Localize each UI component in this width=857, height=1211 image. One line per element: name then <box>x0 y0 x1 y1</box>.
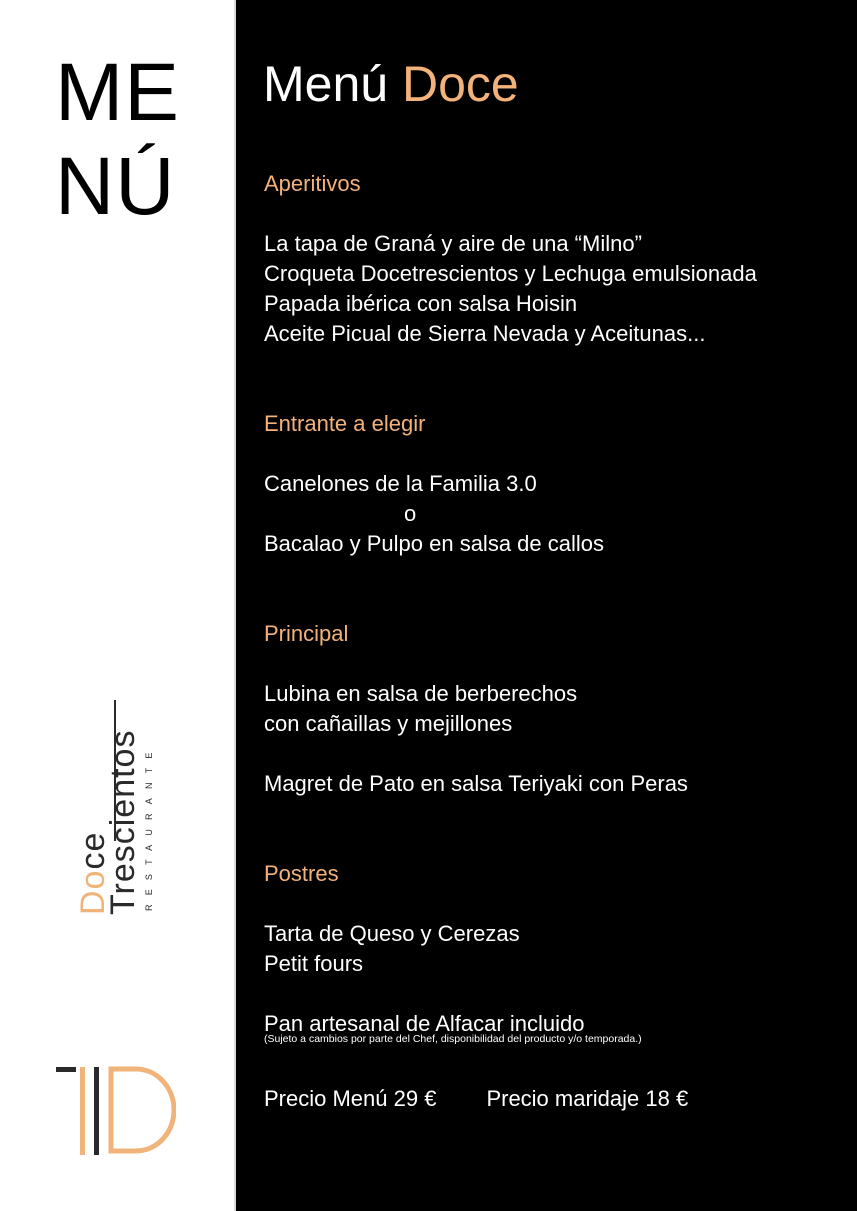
menu-item: Aceite Picual de Sierra Nevada y Aceitunas... <box>264 321 706 346</box>
logo-trescientos: Trescientos <box>104 729 142 915</box>
section-heading: Postres <box>264 861 339 886</box>
menu-item: Petit fours <box>264 951 364 976</box>
logo-restaurante: RESTAURANTE <box>144 743 154 911</box>
section-aperitivos <box>264 169 857 349</box>
logo-doce-rest: ce <box>74 831 112 870</box>
side-title-line2: NÚ <box>55 141 176 232</box>
price-row <box>264 1084 688 1114</box>
logo-doce-accent: Do <box>74 869 112 915</box>
section-entrante <box>264 409 857 559</box>
section-heading: Aperitivos <box>264 171 361 196</box>
menu-panel <box>234 0 857 1211</box>
menu-item: La tapa de Graná y aire de una “Milno” <box>264 231 642 256</box>
side-title-line1: ME <box>55 47 180 138</box>
bread-line: Pan artesanal de Alfacar incluido <box>264 1011 585 1036</box>
menu-item: Magret de Pato en salsa Teriyaki con Peras <box>264 771 688 796</box>
td-logo-mark <box>56 1064 176 1156</box>
menu-item: Tarta de Queso y Cerezas <box>264 921 520 946</box>
section-postres <box>264 859 857 1045</box>
side-title <box>55 46 180 234</box>
menu-item: Lubina en salsa de berberechos <box>264 681 578 706</box>
section-principal <box>264 619 857 799</box>
menu-item: Papada ibérica con salsa Hoisin <box>264 291 578 316</box>
section-heading: Entrante a elegir <box>264 411 426 436</box>
menu-title-accent: Doce <box>401 56 519 112</box>
menu-item: con cañaillas y mejillones <box>264 711 513 736</box>
restaurant-logo <box>76 700 156 915</box>
menu-item: Croqueta Docetrescientos y Lechuga emulsionada <box>264 261 757 286</box>
menu-item: Canelones de la Familia 3.0 <box>264 471 537 496</box>
section-heading: Principal <box>264 621 349 646</box>
menu-item: Bacalao y Pulpo en salsa de callos <box>264 531 604 556</box>
menu-title <box>263 56 519 112</box>
menu-price: Precio Menú 29 € <box>264 1086 437 1111</box>
menu-title-white: Menú <box>263 56 402 112</box>
disclaimer-note: (Sujeto a cambios por parte del Chef, disponibilidad del producto y/o temporada.) <box>264 1033 642 1045</box>
pairing-price: Precio maridaje 18 € <box>486 1086 689 1111</box>
left-panel <box>0 0 234 1211</box>
menu-item-or: o <box>404 501 417 526</box>
